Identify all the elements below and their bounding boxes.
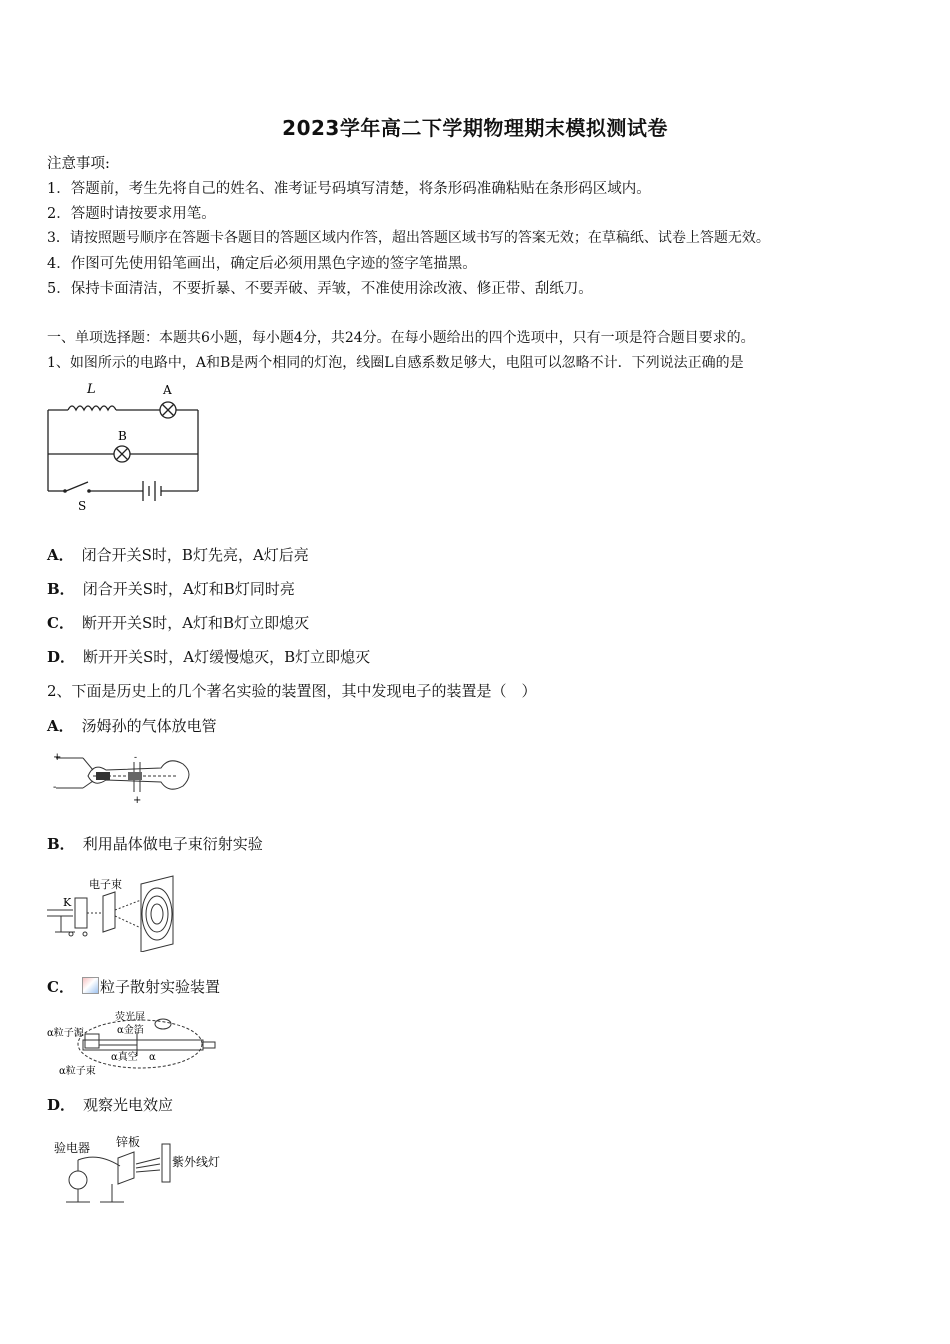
q2-option-d[interactable]: D． 观察光电效应 — [47, 1096, 174, 1114]
q2-option-a[interactable]: A． 汤姆孙的气体放电管 — [47, 717, 217, 735]
notice-item: 5．保持卡面清洁，不要折暴、不要弄破、弄皱，不准使用涂改液、修正带、刮纸刀。 — [47, 281, 593, 297]
cathode-label: K — [63, 896, 72, 909]
notice-item: 3．请按照题号顺序在答题卡各题目的答题区域内作答，超出答题区域书写的答案无效；在草稿纸、试卷上答题无效。 — [47, 230, 770, 246]
notice-item: 4．作图可先使用铅笔画出，确定后必须用黑色字迹的签字笔描黑。 — [47, 256, 477, 272]
coil-label: L — [87, 382, 96, 397]
q1-option-a[interactable]: A． 闭合开关S时，B灯先亮，A灯后亮 — [47, 546, 309, 564]
page-title: 2023学年高二下学期物理期末模拟测试卷 — [282, 116, 668, 140]
q1-option-d[interactable]: D． 断开开关S时，A灯缓慢熄灭，B灯立即熄灭 — [47, 648, 371, 666]
minus-sign: - — [53, 782, 57, 793]
gas-discharge-tube-figure — [48, 748, 198, 806]
photoelectric-figure — [50, 1130, 235, 1210]
alpha-beam-label: α粒子束 — [59, 1066, 96, 1077]
zinc-plate-label: 锌板 — [116, 1135, 141, 1149]
notice-heading: 注意事项: — [47, 156, 110, 172]
notice-item: 1．答题前，考生先将自己的姓名、准考证号码填写清楚，将条形码准确粘贴在条形码区域内。 — [47, 181, 651, 197]
question-1-stem: 1、如图所示的电路中，A和B是两个相同的灯泡，线圈L自感系数足够大，电阻可以忽略不计．下列说法正确的是 — [47, 355, 744, 371]
circuit-diagram — [40, 378, 210, 513]
q1-option-b[interactable]: B． 闭合开关S时，A灯和B灯同时亮 — [47, 580, 295, 598]
question-2-stem: 2、下面是历史上的几个著名实验的装置图，其中发现电子的装置是（ ） — [47, 682, 537, 700]
lamp-b-label: B — [118, 429, 127, 443]
q2-option-b[interactable]: B． 利用晶体做电子束衍射实验 — [47, 835, 263, 853]
lamp-a-label: A — [163, 383, 172, 397]
electroscope-label: 验电器 — [54, 1141, 91, 1155]
plus-sign: + — [53, 752, 62, 763]
gold-foil-label: α金箔 — [117, 1025, 144, 1036]
uv-lamp-label: 紫外线灯 — [172, 1155, 221, 1169]
electron-beam-label: 电子束 — [89, 878, 122, 891]
q2-option-c[interactable]: C． 粒子散射实验装置 — [47, 978, 220, 996]
notice-item: 2．答题时请按要求用笔。 — [47, 206, 216, 222]
electron-diffraction-figure — [45, 870, 185, 952]
section-heading: 一、单项选择题：本题共6小题，每小题4分，共24分。在每小题给出的四个选项中，只有一项是符合题目要求的。 — [47, 330, 755, 346]
screen-label: 荧光屏 — [115, 1012, 145, 1023]
alpha-label: α — [149, 1052, 156, 1063]
q1-option-c[interactable]: C． 断开开关S时，A灯和B灯立即熄灭 — [47, 614, 310, 632]
alpha-scattering-figure — [45, 1008, 220, 1080]
broken-image-icon — [82, 977, 99, 994]
alpha-source-label: α粒子源 — [47, 1028, 84, 1039]
minus-sign: - — [134, 753, 138, 763]
plus-sign: + — [133, 795, 142, 806]
vacuum-label: α真空 — [111, 1052, 138, 1063]
switch-label: S — [78, 499, 87, 513]
